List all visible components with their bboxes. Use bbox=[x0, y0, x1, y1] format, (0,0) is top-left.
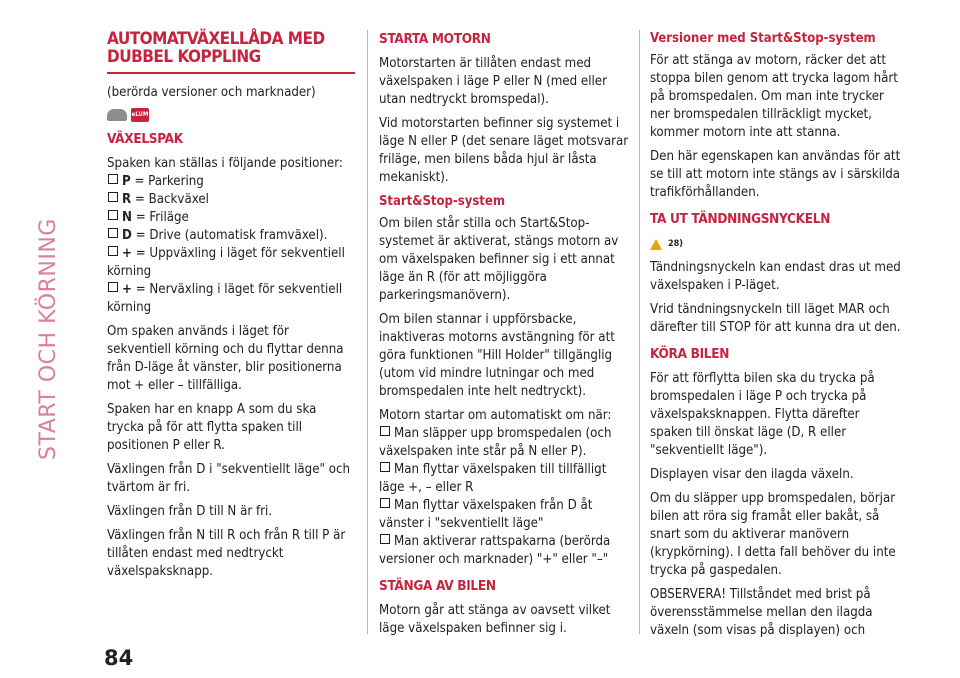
paragraph: Växlingen från D till N är fri. bbox=[107, 504, 273, 519]
paragraph: Motorn startar om automatiskt om när: bbox=[379, 408, 612, 423]
subtitle: (berörda versioner och marknader) bbox=[107, 85, 316, 100]
checkbox-icon bbox=[108, 192, 118, 202]
checkbox-icon bbox=[380, 426, 390, 436]
main-heading-line1: AUTOMATVÄXELLÅDA MED bbox=[107, 29, 325, 49]
checkbox-icon bbox=[108, 246, 118, 256]
paragraph: Motorn går att stänga av oavsett vilket läge växelspaken befinner sig i. bbox=[379, 603, 611, 636]
ta-ut-heading: TA UT TÄNDNINGSNYCKELN bbox=[650, 211, 831, 227]
checkbox-icon bbox=[108, 228, 118, 238]
main-heading bbox=[107, 30, 355, 74]
paragraph: Om bilen stannar i uppförsbacke, inaktiveras motorns avstängning för att göra funktionen "Hill Holder" tillgänglig (utom vid mindre lutningar och med bromspedalen inte helt nedtryckt). bbox=[379, 312, 615, 399]
checkbox-icon bbox=[108, 210, 118, 220]
positions-intro: Spaken kan ställas i följande positioner: bbox=[107, 156, 343, 171]
car-icon bbox=[107, 109, 127, 121]
section-title-vertical: START OCH KÖRNING bbox=[36, 218, 61, 460]
list-item: Man aktiverar rattspakarna (berörda versioner och marknader) "+" eller "–" bbox=[379, 534, 611, 567]
column-1 bbox=[107, 30, 355, 587]
list-item: Man släpper upp bromspedalen (och växelspaken inte står på N eller P). bbox=[379, 426, 612, 459]
versioner-heading: Versioner med Start&Stop-system bbox=[650, 31, 876, 46]
list-item: R = Backväxel bbox=[107, 191, 355, 209]
section-sidebar bbox=[36, 20, 76, 460]
paragraph: Tändningsnyckeln kan endast dras ut med växelspaken i P-läget. bbox=[650, 260, 901, 293]
footnote-warning bbox=[650, 235, 902, 253]
checkbox-icon bbox=[380, 498, 390, 508]
column-3 bbox=[650, 30, 902, 646]
checkbox-icon bbox=[380, 534, 390, 544]
paragraph: Vrid tändningsnyckeln till läget MAR och därefter till STOP för att kunna dra ut den. bbox=[650, 302, 901, 335]
restart-list bbox=[379, 425, 629, 569]
column-divider bbox=[367, 30, 368, 634]
list-item: N = Friläge bbox=[107, 209, 355, 227]
list-item: Man flyttar växelspaken till tillfälligt läge +, – eller R bbox=[379, 462, 607, 495]
list-item: + = Nerväxling i läget för sekventiell körning bbox=[107, 282, 343, 315]
stanga-heading: STÄNGA AV BILEN bbox=[379, 578, 496, 594]
elum-badge bbox=[107, 108, 355, 122]
footnote-ref: 28) bbox=[668, 239, 683, 249]
paragraph: För att förflytta bilen ska du trycka på bromspedalen i läge P och trycka på växelspaksknappen. Flytta därefter spaken till önskat läge (D, R eller "sekventiellt läge"). bbox=[650, 371, 875, 458]
startstop-heading: Start&Stop-system bbox=[379, 194, 506, 209]
paragraph: Spaken har en knapp A som du ska trycka på för att flytta spaken till positionen P eller R. bbox=[107, 402, 317, 453]
paragraph: Om spaken används i läget för sekventiell körning och du flyttar denna från D-läge åt vänster, blir positionerna mot + eller – tillfälliga. bbox=[107, 324, 344, 393]
checkbox-icon bbox=[380, 462, 390, 472]
vaxelspak-heading: VÄXELSPAK bbox=[107, 131, 183, 147]
kora-heading: KÖRA BILEN bbox=[650, 346, 730, 362]
elum-icon: eLUM bbox=[131, 108, 149, 122]
column-divider bbox=[639, 30, 640, 634]
paragraph: Vid motorstarten befinner sig systemet i läge N eller P (det senare läget motsvarar friläge, men bilens båda hjul är låsta mekaniskt). bbox=[379, 116, 629, 185]
list-item: Man flyttar växelspaken från D åt vänster i "sekventiellt läge" bbox=[379, 498, 593, 531]
paragraph: Om du släpper upp bromspedalen, börjar bilen att röra sig framåt eller bakåt, så snart som du aktiverar manövern (krypkörning). I detta fall behöver du inte trycka på gaspedalen. bbox=[650, 491, 896, 578]
paragraph: Den här egenskapen kan användas för att se till att motorn inte stängs av i särskilda trafikförhållanden. bbox=[650, 149, 901, 200]
warning-icon bbox=[650, 239, 662, 250]
page-number: 84 bbox=[104, 646, 134, 670]
paragraph: Växlingen från N till R och från R till P är tillåten endast med nedtryckt växelspaksknapp. bbox=[107, 528, 346, 579]
paragraph: OBSERVERA! Tillståndet med brist på överensstämmelse mellan den ilagda växeln (som visas på displayen) och bbox=[650, 587, 873, 638]
checkbox-icon bbox=[108, 282, 118, 292]
starta-heading: STARTA MOTORN bbox=[379, 31, 491, 47]
paragraph: Om bilen står stilla och Start&Stop-systemet är aktiverat, stängs motorn av om växelspaken befinner sig i ett annat läge än R (för att möjliggöra parkeringsmanövern). bbox=[379, 216, 619, 303]
paragraph: Displayen visar den ilagda växeln. bbox=[650, 467, 854, 482]
column-2 bbox=[379, 30, 629, 644]
main-heading-line2: DUBBEL KOPPLING bbox=[107, 47, 261, 67]
positions-list bbox=[107, 173, 355, 317]
list-item: D = Drive (automatisk framväxel). bbox=[107, 227, 355, 245]
paragraph: Växlingen från D i "sekventiellt läge" och tvärtom är fri. bbox=[107, 462, 351, 495]
list-item: + = Uppväxling i läget för sekventiell körning bbox=[107, 246, 345, 279]
paragraph: Motorstarten är tillåten endast med växelspaken i läge P eller N (med eller utan nedtryckt bromspedal). bbox=[379, 56, 607, 107]
checkbox-icon bbox=[108, 174, 118, 184]
paragraph: För att stänga av motorn, räcker det att stoppa bilen genom att trycka lagom hårt på bromspedalen. Om man inte trycker ner bromspedalen tillräckligt mycket, kommer motorn inte att stanna. bbox=[650, 53, 898, 140]
list-item: P = Parkering bbox=[107, 173, 355, 191]
